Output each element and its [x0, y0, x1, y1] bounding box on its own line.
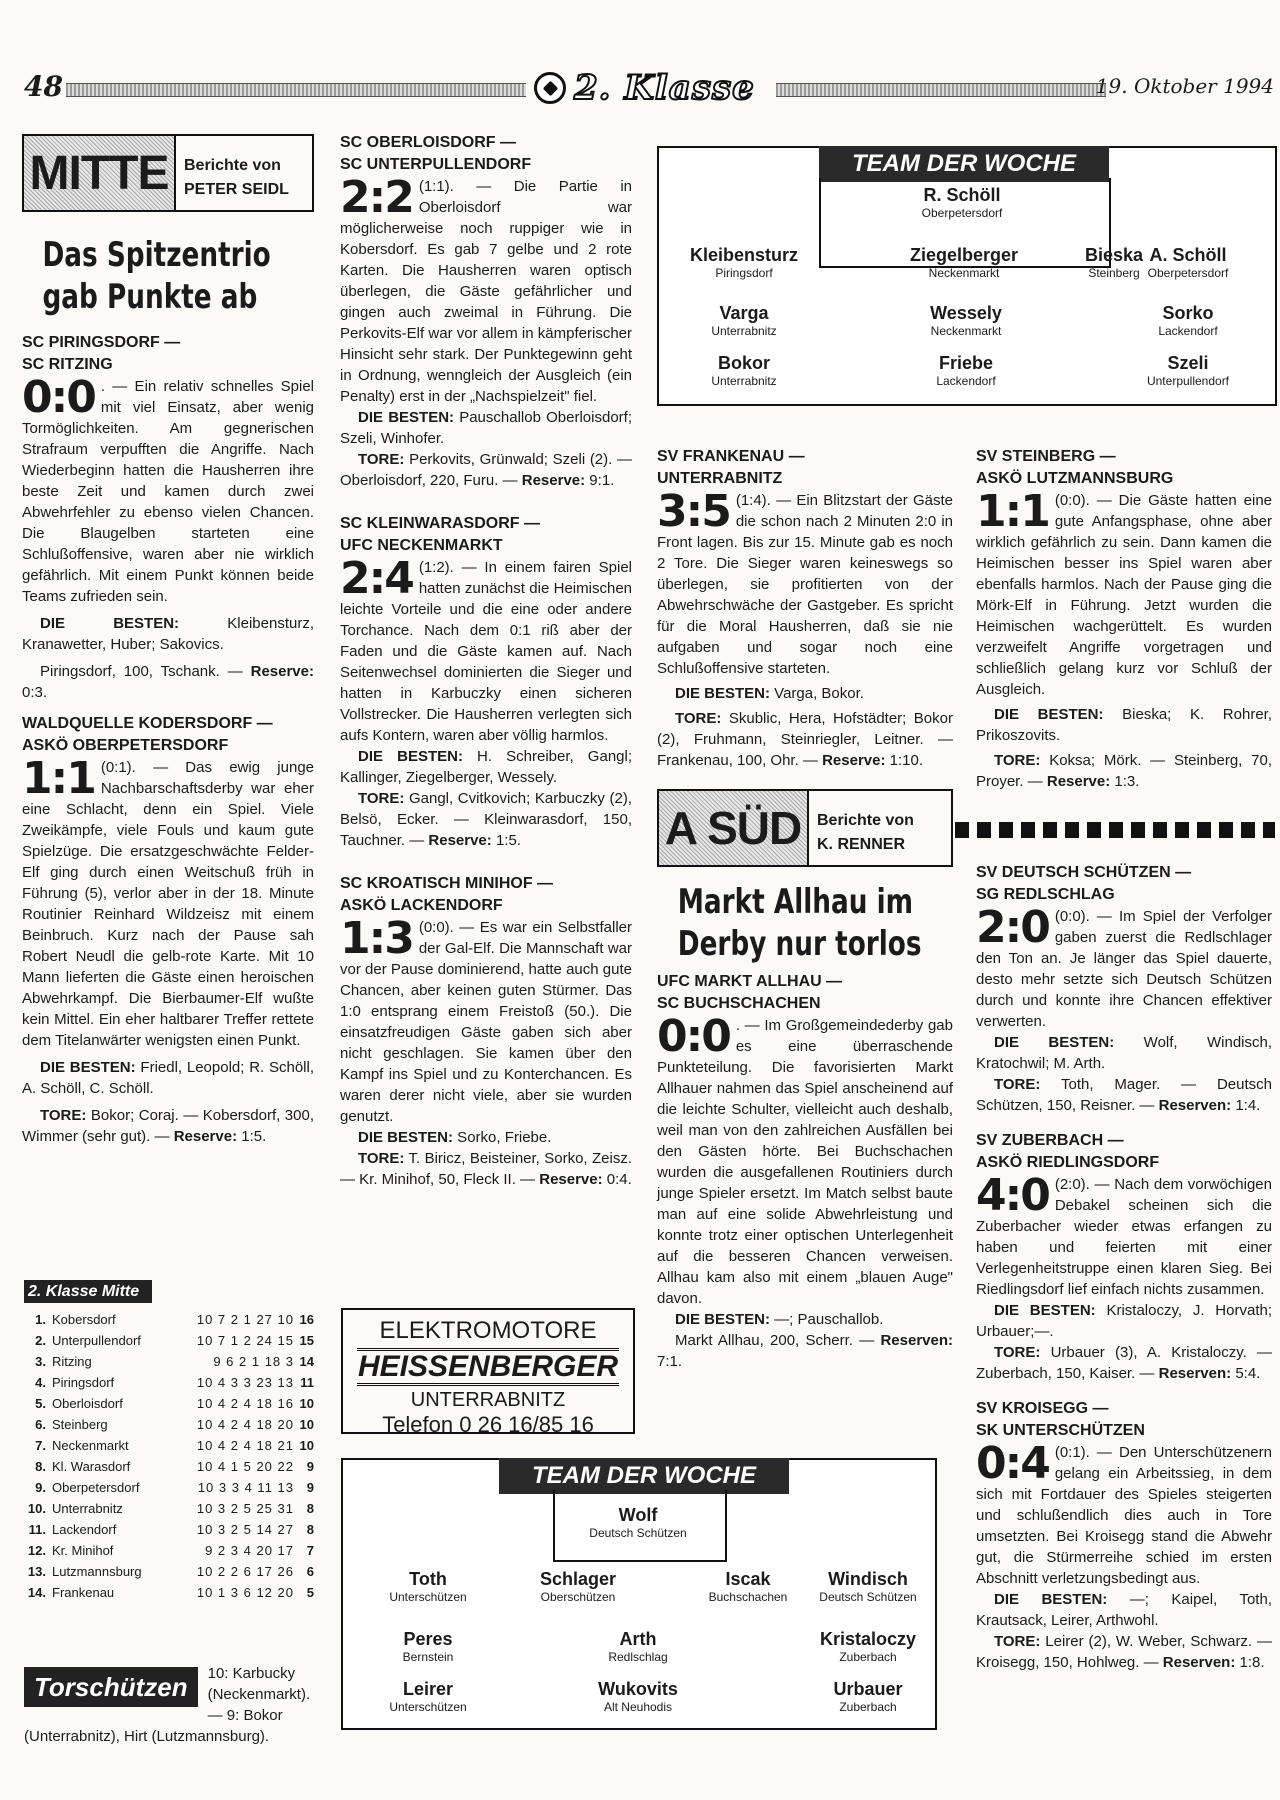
header-rule-right [776, 83, 1106, 97]
table-cell-team: Frankenau [52, 1585, 115, 1600]
table-cell-rank: 7. [35, 1438, 46, 1453]
table-row [24, 1351, 314, 1372]
team-of-the-week-mitte [657, 146, 1277, 406]
team-player [783, 1678, 953, 1714]
league-table [24, 1280, 314, 1603]
player-name: Windisch [828, 1569, 908, 1589]
sued-section-header [657, 789, 953, 867]
team-player [553, 1504, 723, 1540]
player-name: Szeli [1167, 353, 1209, 373]
match-title: SC PIRINGSDORF — [22, 334, 181, 351]
header-rule-left [66, 83, 526, 97]
byline-label: Berichte von [817, 812, 914, 829]
player-name: Arth [619, 1629, 657, 1649]
ad-line-1: ELEKTROMOTORE [379, 1317, 597, 1344]
player-name: Wukovits [598, 1679, 678, 1699]
ad-line-2: HEISSENBERGER [357, 1348, 619, 1386]
column-1 [22, 134, 314, 1147]
table-cell-rank: 4. [35, 1375, 46, 1390]
player-name: Ziegelberger [909, 245, 1019, 265]
table-cell-rank: 14. [27, 1585, 46, 1600]
match-best: DIE BESTEN: Wolf, Windisch, Kratochwil; M. Arth. [976, 1034, 1273, 1072]
match-score: 2:0 [976, 902, 1049, 953]
table-cell-team: Lutzmannsburg [52, 1564, 142, 1579]
advertisement [341, 1308, 635, 1437]
mitte-section-header [22, 134, 314, 212]
table-row [24, 1561, 314, 1582]
column-4 [976, 446, 1272, 792]
table-cell-rank: 12. [27, 1543, 46, 1558]
table-row [24, 1414, 314, 1435]
player-club: Buchschachen [708, 1590, 788, 1604]
table-row [24, 1309, 314, 1330]
top-scorers-text: 10: Karbucky (Neckenmarkt). — 9: Bokor (Unterrabnitz), Hirt (Lutzmannsburg). [24, 1665, 311, 1745]
player-club: Oberpetersdorf [921, 206, 1003, 220]
table-cell-points: 15 [299, 1333, 314, 1348]
match-title: SC OBERLOISDORF — [340, 134, 517, 151]
player-name: Peres [403, 1629, 453, 1649]
player-name: R. Schöll [923, 185, 1001, 205]
table-cell-team: Kl. Warasdorf [52, 1459, 131, 1474]
match-score: 1:3 [340, 913, 413, 964]
match-best: DIE BESTEN: Sorko, Friebe. [358, 1129, 552, 1146]
table-cell-rank: 3. [35, 1354, 46, 1369]
table-cell-team: Steinberg [52, 1417, 108, 1432]
match-report: 1:3 (0:0). — Es war ein Selbstfaller der Gal-Elf. Die Mannschaft war vor der Pause dominierend, hatte auch gute Chancen, aber keinen guten Stürmer. Das 1:0 entsprang einem Freistoß (50.). Die einsatzfreudigen Gäste gaben sich aber nicht geschlagen. Sie kamen über den Kampf ins Spiel und zu Konterchancen. Es waren derer nicht viele, aber sie wurden genutzt. [340, 913, 632, 1125]
player-club: Redlschlag [608, 1650, 668, 1664]
match-best: DIE BESTEN: Bieska; K. Rohrer, Prikoszovits. [976, 706, 1272, 744]
team-player [783, 1628, 953, 1664]
team-of-the-week-sued [341, 1458, 937, 1730]
table-row [24, 1456, 314, 1477]
headline-line-1: Das Spitzentrio [42, 235, 271, 275]
match-best: DIE BESTEN: Kristaloczy, J. Horvath; Urbauer;—. [976, 1302, 1272, 1340]
match-title: ASKÖ OBERPETERSDORF [22, 737, 229, 754]
team-player [783, 1568, 953, 1604]
team-player [877, 184, 1047, 220]
table-cell-rank: 9. [35, 1480, 46, 1495]
match-title: SK UNTERSCHÜTZEN [976, 1422, 1145, 1439]
table-cell-stats: 10 7 2 1 27 10 [196, 1312, 294, 1327]
match-title: SV DEUTSCH SCHÜTZEN — [976, 864, 1192, 881]
match-title: SG REDLSCHLAG [976, 886, 1115, 903]
table-cell-stats: 10 3 3 4 11 13 [197, 1480, 294, 1495]
player-club: Deutsch Schützen [819, 1590, 917, 1604]
match-report: 3:5 (1:4). — Ein Blitzstart der Gäste die schon nach 2 Minuten 2:0 in Front lagen. Bis zur 15. Minute gab es noch 2 Tore. Die Sieger waren keineswegs so überlegen, sie profitierten von der Abwehrschwäche der Gastgeber. Es spricht für die Moral Hausherren, daß sie nie aufgaben und sogar noch eine Schlußoffensive starteten. [657, 486, 953, 677]
match-best: DIE BESTEN: Friedl, Leopold; R. Schöll, A. Schöll, C. Schöll. [22, 1059, 314, 1097]
match-goals: TORE: Toth, Mager. — Deutsch Schützen, 150, Reisner. — Reserven: 1:4. [976, 1076, 1272, 1114]
team-title: TEAM DER WOCHE [819, 146, 1109, 182]
match-title: SV KROISEGG — [976, 1400, 1109, 1417]
player-name: A. Schöll [1149, 245, 1227, 265]
player-name: Friebe [938, 353, 994, 373]
player-name: Kristaloczy [819, 1629, 917, 1649]
player-name: Iscak [725, 1569, 771, 1589]
table-cell-points: 10 [299, 1396, 314, 1411]
table-cell-stats: 10 7 1 2 24 15 [196, 1333, 294, 1348]
table-cell-stats: 10 4 2 4 18 16 [196, 1396, 294, 1411]
match-title: SV FRANKENAU — [657, 448, 805, 465]
mitte-tag: MITTE [24, 136, 176, 210]
team-player [1103, 302, 1273, 338]
match-best: DIE BESTEN: H. Schreiber, Gangl; Kallinger, Ziegelberger, Wessely. [340, 748, 632, 786]
player-name: Bieska [1084, 245, 1144, 265]
team-player [881, 352, 1051, 388]
match-title: ASKÖ LACKENDORF [340, 897, 503, 914]
table-cell-stats: 9 6 2 1 18 3 [213, 1354, 294, 1369]
table-cell-team: Unterrabnitz [52, 1501, 123, 1516]
table-cell-team: Ritzing [52, 1354, 92, 1369]
match-title: UFC NECKENMARKT [340, 537, 503, 554]
table-cell-points: 6 [306, 1564, 314, 1579]
table-cell-rank: 13. [27, 1564, 46, 1579]
match-title: WALDQUELLE KODERSDORF — [22, 715, 273, 732]
match-title: SC BUCHSCHACHEN [657, 995, 821, 1012]
match-best: DIE BESTEN: Kleibensturz, Kranawetter, Huber; Sakovics. [22, 615, 314, 653]
team-player [881, 302, 1051, 338]
column-2 [340, 132, 632, 1190]
issue-date: 19. Oktober 1994 [1095, 74, 1274, 98]
table-cell-points: 10 [299, 1417, 314, 1432]
player-club: Alt Neuhodis [603, 1700, 673, 1714]
match-title: UNTERRABNITZ [657, 470, 783, 487]
match-score: 1:1 [22, 753, 95, 804]
table-cell-points: 8 [306, 1522, 314, 1537]
match-report: 1:1 (0:0). — Die Gäste hatten eine gute Anfangsphase, ohne aber wirklich gefährlich zu sein. Dann kamen die Heimischen besser ins Spiel waren aber ebenfalls harmlos. Nach der Pause ging die Mörk-Elf in Führung. Jetzt wurden die Heimischen wachgerüttelt. Es wurden verzweifelt Angriffe vorgetragen und schließlich gelang kurz vor Schluß der Ausgleich. [976, 486, 1272, 698]
table-cell-points: 11 [300, 1375, 314, 1390]
byline-name: PETER SEIDL [184, 181, 289, 198]
player-club: Lackendorf [936, 374, 996, 388]
football-icon [534, 72, 566, 104]
match-goals: TORE: Leirer (2), W. Weber, Schwarz. — Kroisegg, 150, Hohlweg. — Reserven: 1:8. [976, 1633, 1272, 1671]
table-cell-team: Piringsdorf [52, 1375, 115, 1390]
sued-tag: A SÜD [659, 791, 809, 865]
match-score: 1:1 [976, 486, 1049, 537]
player-club: Steinberg [1088, 266, 1140, 280]
team-player [553, 1678, 723, 1714]
table-row [24, 1582, 314, 1603]
table-cell-stats: 10 1 3 6 12 20 [196, 1585, 294, 1600]
table-cell-stats: 10 3 2 5 25 31 [196, 1501, 294, 1516]
match-report: 4:0 (2:0). — Nach dem vorwöchigen Debakel scheinen sich die Zuberbacher wieder etwas erfangen zu haben und feierten mit einer Verlegenheitstruppe einen klaren Sieg. Bei Riedlingsdorf lief einfach nichts zusammen. [976, 1170, 1272, 1298]
table-row [24, 1477, 314, 1498]
team-player [553, 1628, 723, 1664]
table-cell-rank: 2. [35, 1333, 46, 1348]
match-title: SV ZUBERBACH — [976, 1132, 1124, 1149]
match-title: SC KLEINWARASDORF — [340, 515, 540, 532]
match-info: Piringsdorf, 100, Tschank. — Reserve: 0:3. [22, 663, 314, 701]
player-name: Wessely [930, 303, 1002, 323]
page-header [24, 70, 1274, 106]
player-name: Varga [719, 303, 769, 323]
section-divider [955, 822, 1275, 838]
team-player [659, 302, 829, 338]
table-cell-points: 9 [306, 1480, 314, 1495]
table-row [24, 1498, 314, 1519]
table-cell-rank: 6. [35, 1417, 46, 1432]
headline-line-2: gab Punkte ab [42, 277, 258, 317]
player-name: Leirer [402, 1679, 454, 1699]
player-club: Deutsch Schützen [589, 1526, 687, 1540]
match-score: 2:4 [340, 553, 413, 604]
column-3 [657, 446, 953, 1372]
table-cell-stats: 10 2 2 6 17 26 [196, 1564, 294, 1579]
table-cell-rank: 11. [28, 1522, 46, 1537]
team-player [659, 352, 829, 388]
match-score: 4:0 [976, 1170, 1049, 1221]
column-4-lower [976, 862, 1272, 1673]
table-row [24, 1435, 314, 1456]
player-club: Unterrabnitz [711, 324, 777, 338]
match-goals: TORE: Perkovits, Grünwald; Szeli (2). — Oberloisdorf, 220, Furu. — Reserve: 9:1. [340, 451, 632, 489]
player-club: Neckenmarkt [930, 324, 1002, 338]
table-cell-team: Lackendorf [52, 1522, 117, 1537]
team-player [1103, 244, 1273, 280]
player-club: Unterschützen [389, 1700, 467, 1714]
table-cell-points: 14 [299, 1354, 314, 1369]
table-row [24, 1393, 314, 1414]
match-best: DIE BESTEN: —; Kaipel, Toth, Krautsack, Leirer, Arthwohl. [976, 1591, 1272, 1629]
table-cell-points: 9 [306, 1459, 314, 1474]
match-title: ASKÖ RIEDLINGSDORF [976, 1154, 1160, 1171]
match-best: DIE BESTEN: —; Pauschallob. [675, 1311, 884, 1328]
table-cell-stats: 10 4 2 4 18 20 [196, 1417, 294, 1432]
match-title: SC KROATISCH MINIHOF — [340, 875, 554, 892]
section-title: 2. Klasse [574, 68, 755, 108]
byline-name: K. RENNER [817, 836, 906, 853]
player-name: Wolf [618, 1505, 658, 1525]
player-club: Oberschützen [540, 1590, 616, 1604]
player-club: Lackendorf [1158, 324, 1218, 338]
table-cell-points: 5 [306, 1585, 314, 1600]
match-info: Markt Allhau, 200, Scherr. — Reserven: 7:1. [657, 1332, 953, 1370]
table-row [24, 1330, 314, 1351]
match-goals: TORE: Skublic, Hera, Hofstädter; Bokor (2), Fruhmann, Steinriegler, Leitner. — Frankenau, 100, Ohr. — Reserve: 1:10. [657, 710, 953, 769]
team-title: TEAM DER WOCHE [499, 1458, 789, 1494]
table-cell-rank: 5. [35, 1396, 46, 1411]
table-cell-team: Oberpetersdorf [52, 1480, 140, 1495]
match-best: DIE BESTEN: Varga, Bokor. [675, 685, 864, 702]
headline-line-2: Derby nur torlos [677, 924, 922, 964]
match-score: 0:4 [976, 1438, 1049, 1489]
match-title: ASKÖ LUTZMANNSBURG [976, 470, 1174, 487]
table-cell-points: 7 [306, 1543, 314, 1558]
match-report: 1:1 (0:1). — Das ewig junge Nachbarschaftsderby war eher eine Schlacht, denn ein Spiel. Viele Zweikämpfe, viele Fouls und kaum gute Spielzüge. Die ersatzgeschwächte Felder-Elf ging durch einen Weitschuß früh in Führung (5), verlor aber in der 18. Minute Routinier Reinhard Wildzeisz mit einem Beinbruch. Kurz nach der Pause sah Robert Neudl die gelb-rote Karte. Mit 10 Mann lieferten die Gäste einen heroischen Abwehrkampf. Die Bierbaumer-Elf wußte kein Mittel. Ein eher haltbarer Treffer rettete dem Titelanwärter wenigsten einen Punkt. [22, 753, 314, 1049]
match-goals: TORE: T. Biricz, Beisteiner, Sorko, Zeisz. — Kr. Minihof, 50, Fleck II. — Reserve: 0:4. [340, 1150, 632, 1188]
match-report: 2:0 (0:0). — Im Spiel der Verfolger gaben zuerst die Redlschlager den Ton an. Je länger das Spiel dauerte, desto mehr setzte sich Deutsch Schützen durch und konnte ihre Chancen effektiver verwerten. [976, 902, 1272, 1030]
ad-line-3: UNTERRABNITZ [410, 1389, 566, 1411]
player-name: Urbauer [833, 1679, 903, 1699]
match-report: 0:4 (0:1). — Den Unterschützenern gelang ein Arbeitssieg, in dem sich mit Fortdauer des Spieles steigerten und schlußendlich dies auch in Tore umsetzten. Bei Kroisegg stand die Abwehr gut, die Stürmerreihe schied im ersten Abschnitt verletzungsbedingt aus. [976, 1438, 1272, 1587]
table-row [24, 1519, 314, 1540]
match-title: SC RITZING [22, 356, 113, 373]
table-cell-rank: 8. [35, 1459, 46, 1474]
table-cell-team: Unterpullendorf [52, 1333, 141, 1348]
top-scorers [24, 1663, 314, 1747]
player-name: Kleibensturz [689, 245, 799, 265]
table-cell-points: 10 [299, 1438, 314, 1453]
player-club: Zuberbach [839, 1700, 897, 1714]
page-number: 48 [24, 70, 63, 103]
team-player [343, 1568, 513, 1604]
player-name: Sorko [1162, 303, 1214, 323]
table-cell-team: Kobersdorf [52, 1312, 116, 1327]
table-row [24, 1540, 314, 1561]
team-player [343, 1678, 513, 1714]
player-name: Bokor [717, 353, 770, 373]
table-cell-stats: 10 4 3 3 23 13 [196, 1375, 294, 1390]
table-cell-team: Neckenmarkt [52, 1438, 129, 1453]
match-goals: TORE: Koksa; Mörk. — Steinberg, 70, Proyer. — Reserve: 1:3. [976, 752, 1272, 790]
match-report: 0:0 . — Ein relativ schnelles Spiel mit viel Einsatz, aber wenig Tormöglichkeiten. Am gegnerischen Strafraum verpufften die Angriffe. Nach Wiederbeginn hatten die Hausherren ihre beste Zeit und kamen durch zwei Abwehrfehler zu ebenso vielen Chancen. Die Blaugelben starteten eine Schlußoffensive, waren aber nie wirklich gefährlich. Mit einem Punkt können beide Teams zufrieden sein. [22, 372, 314, 605]
table-cell-stats: 9 2 3 4 20 17 [205, 1543, 294, 1558]
table-cell-points: 8 [306, 1501, 314, 1516]
team-player [879, 244, 1049, 280]
match-title: SV STEINBERG — [976, 448, 1116, 465]
match-goals: TORE: Gangl, Cvitkovich; Karbuczky (2), Belsö, Ecker. — Kleinwarasdorf, 150, Tauchner. — Reserve: 1:5. [340, 790, 632, 849]
match-score: 2:2 [340, 172, 413, 223]
player-name: Toth [409, 1569, 447, 1589]
match-best: DIE BESTEN: Pauschallob Oberloisdorf; Szeli, Winhofer. [340, 409, 632, 447]
match-title: SC UNTERPULLENDORF [340, 156, 532, 173]
table-cell-rank: 1. [35, 1312, 46, 1327]
table-cell-stats: 10 3 2 5 14 27 [196, 1522, 294, 1537]
headline-line-1: Markt Allhau im [677, 882, 914, 922]
table-cell-stats: 10 4 1 5 20 22 [196, 1459, 294, 1474]
table-cell-points: 16 [299, 1312, 314, 1327]
table-cell-stats: 10 4 2 4 18 21 [196, 1438, 294, 1453]
player-name: Schlager [539, 1569, 617, 1589]
top-scorers-label: Torschützen [24, 1667, 198, 1707]
player-club: Zuberbach [839, 1650, 897, 1664]
match-goals: TORE: Bokor; Coraj. — Kobersdorf, 300, Wimmer (sehr gut). — Reserve: 1:5. [22, 1107, 314, 1145]
team-player [493, 1568, 663, 1604]
team-player [343, 1628, 513, 1664]
match-score: 0:0 [22, 372, 95, 423]
table-cell-team: Oberloisdorf [52, 1396, 123, 1411]
player-club: Bernstein [402, 1650, 454, 1664]
match-report: 0:0 . — Im Großgemeindederby gab es eine überraschende Punkteteilung. Die favorisierten Markt Allhauer nahmen das Spiel anscheinend auf die leichte Schulter, vielleicht auch deshalb, weil man von den zahlreichen Ausfällen bei den Gästen hörte. Bei Buchschachen wurden die ausgefallenen Routiniers durch junge Spieler ersetzt. Im Match selbst baute man auf eine solide Abwehrleistung und konnte trotz einer optischen Unterlegenheit auf die besseren Chancen verweisen. Allhau kam also mit einem „blauen Auge" davon. [657, 1011, 953, 1307]
match-goals: TORE: Urbauer (3), A. Kristaloczy. — Zuberbach, 150, Kaiser. — Reserven: 5:4. [976, 1344, 1272, 1382]
match-report: 2:4 (1:2). — In einem fairen Spiel hatten zunächst die Heimischen leichte Vorteile und die eine oder andere Torchance. Nach dem 0:1 riß aber der Faden und die Gäste kamen auf. Nach Seitenwechsel dominierten die Sieger und hatten in Karbuczky einen sicheren Vollstrecker. Die Hausherren verlegten sich aufs Kontern, waren aber völlig harmlos. [340, 553, 632, 744]
table-row [24, 1372, 314, 1393]
player-club: Oberpetersdorf [1147, 266, 1229, 280]
table-cell-team: Kr. Minihof [52, 1543, 114, 1558]
player-club: Piringsdorf [715, 266, 773, 280]
match-report: 2:2 (1:1). — Die Partie in Oberloisdorf war möglicherweise noch ruppiger wie in Kobersdorf. Es gab 7 gelbe und 2 rote Karten. Die Hausherren waren optisch überlegen, die Gäste gefährlicher und gingen auch zweimal in Führung. Die Perkovits-Elf war vor allem in kämpferischer Hinsicht sehr stark. Der Punktegewinn geht in Ordnung, wenngleich der Ausgleich (ein Penalty) erst in der „Nachspielzeit" fiel. [340, 172, 632, 405]
match-title: UFC MARKT ALLHAU — [657, 973, 843, 990]
byline-label: Berichte von [184, 157, 281, 174]
player-club: Unterpullendorf [1146, 374, 1230, 388]
match-score: 3:5 [657, 486, 730, 537]
player-club: Neckenmarkt [928, 266, 1000, 280]
player-club: Unterschützen [389, 1590, 467, 1604]
team-player [1103, 352, 1273, 388]
table-title: 2. Klasse Mitte [24, 1280, 152, 1303]
match-score: 0:0 [657, 1011, 730, 1062]
ad-line-4: Telefon 0 26 16/85 16 [382, 1412, 594, 1437]
table-cell-rank: 10. [27, 1501, 46, 1516]
player-club: Unterrabnitz [711, 374, 777, 388]
team-player [659, 244, 829, 280]
